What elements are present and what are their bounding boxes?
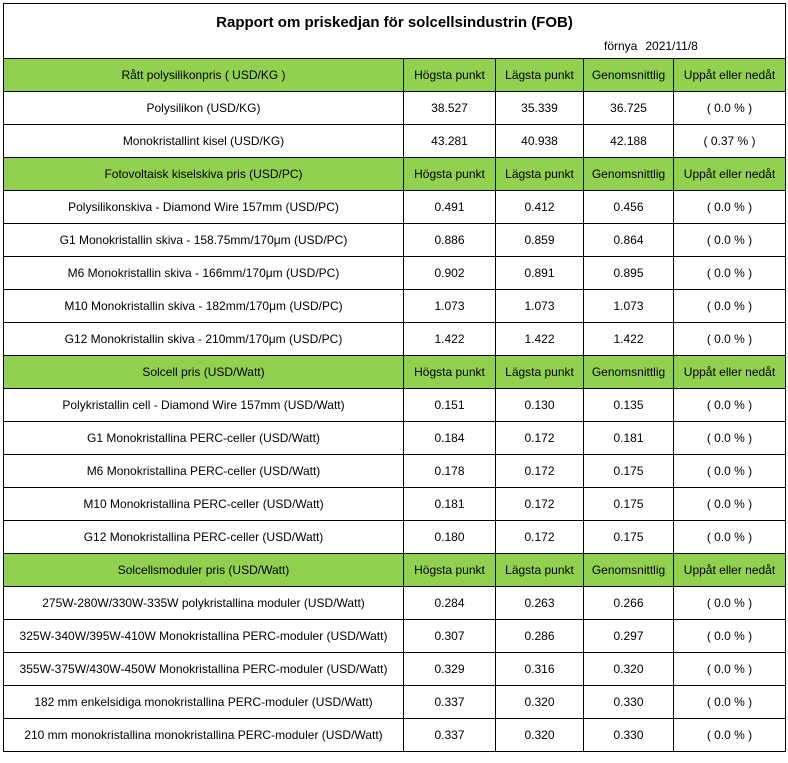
- product-label-cell: G12 Monokristallin skiva - 210mm/170μm (USD/PC): [4, 323, 404, 356]
- high-price-cell: 43.281: [404, 125, 496, 158]
- high-price-cell: 0.491: [404, 191, 496, 224]
- product-label-cell: 275W-280W/330W-335W polykristallina moduler (USD/Watt): [4, 587, 404, 620]
- change-cell: ( 0.0 % ): [674, 620, 786, 653]
- low-price-cell: 0.263: [496, 587, 584, 620]
- column-header-change: Uppåt eller nedåt: [674, 59, 786, 92]
- change-cell: ( 0.0 % ): [674, 521, 786, 554]
- section-header-row: [4, 158, 786, 191]
- high-price-cell: 0.886: [404, 224, 496, 257]
- avg-price-cell: 0.895: [584, 257, 674, 290]
- table-row: [4, 686, 786, 719]
- table-row: [4, 290, 786, 323]
- high-price-cell: 0.307: [404, 620, 496, 653]
- low-price-cell: 40.938: [496, 125, 584, 158]
- table-row: [4, 455, 786, 488]
- product-label-cell: Polysilikon (USD/KG): [4, 92, 404, 125]
- product-label-cell: M6 Monokristallin skiva - 166mm/170μm (USD/PC): [4, 257, 404, 290]
- avg-price-cell: 0.330: [584, 686, 674, 719]
- section-title: Solcellsmoduler pris (USD/Watt): [4, 554, 404, 587]
- column-header-low: Lägsta punkt: [496, 59, 584, 92]
- change-cell: ( 0.0 % ): [674, 290, 786, 323]
- section-header-row: [4, 59, 786, 92]
- update-date: 2021/11/8: [645, 39, 698, 53]
- low-price-cell: 0.412: [496, 191, 584, 224]
- section-title: Solcell pris (USD/Watt): [4, 356, 404, 389]
- table-row: [4, 521, 786, 554]
- report-title: Rapport om priskedjan för solcellsindustrin (FOB): [216, 14, 573, 31]
- column-header-change: Uppåt eller nedåt: [674, 356, 786, 389]
- high-price-cell: 0.151: [404, 389, 496, 422]
- product-label-cell: M10 Monokristallina PERC-celler (USD/Watt): [4, 488, 404, 521]
- high-price-cell: 0.178: [404, 455, 496, 488]
- change-cell: ( 0.0 % ): [674, 389, 786, 422]
- column-header-avg: Genomsnittlig: [584, 59, 674, 92]
- avg-price-cell: 0.320: [584, 653, 674, 686]
- table-row: [4, 257, 786, 290]
- column-header-high: Högsta punkt: [404, 554, 496, 587]
- low-price-cell: 0.316: [496, 653, 584, 686]
- column-header-high: Högsta punkt: [404, 356, 496, 389]
- product-label-cell: 210 mm monokristallina monokristallina PERC-moduler (USD/Watt): [4, 719, 404, 752]
- low-price-cell: 0.320: [496, 686, 584, 719]
- column-header-change: Uppåt eller nedåt: [674, 158, 786, 191]
- avg-price-cell: 1.073: [584, 290, 674, 323]
- change-cell: ( 0.37 % ): [674, 125, 786, 158]
- title-row: [4, 4, 786, 59]
- table-row: [4, 389, 786, 422]
- product-label-cell: M6 Monokristallina PERC-celler (USD/Watt): [4, 455, 404, 488]
- column-header-avg: Genomsnittlig: [584, 554, 674, 587]
- low-price-cell: 0.859: [496, 224, 584, 257]
- column-header-low: Lägsta punkt: [496, 158, 584, 191]
- table-row: [4, 191, 786, 224]
- product-label-cell: M10 Monokristallin skiva - 182mm/170μm (USD/PC): [4, 290, 404, 323]
- avg-price-cell: 0.135: [584, 389, 674, 422]
- column-header-avg: Genomsnittlig: [584, 158, 674, 191]
- low-price-cell: 0.172: [496, 455, 584, 488]
- update-line: [604, 39, 698, 53]
- avg-price-cell: 0.864: [584, 224, 674, 257]
- change-cell: ( 0.0 % ): [674, 686, 786, 719]
- column-header-low: Lägsta punkt: [496, 554, 584, 587]
- high-price-cell: 0.181: [404, 488, 496, 521]
- change-cell: ( 0.0 % ): [674, 719, 786, 752]
- change-cell: ( 0.0 % ): [674, 191, 786, 224]
- avg-price-cell: 0.175: [584, 521, 674, 554]
- table-row: [4, 488, 786, 521]
- product-label-cell: 182 mm enkelsidiga monokristallina PERC-moduler (USD/Watt): [4, 686, 404, 719]
- change-cell: ( 0.0 % ): [674, 422, 786, 455]
- table-row: [4, 92, 786, 125]
- change-cell: ( 0.0 % ): [674, 488, 786, 521]
- table-row: [4, 719, 786, 752]
- column-header-low: Lägsta punkt: [496, 356, 584, 389]
- column-header-change: Uppåt eller nedåt: [674, 554, 786, 587]
- change-cell: ( 0.0 % ): [674, 455, 786, 488]
- price-report-table: [3, 3, 786, 752]
- low-price-cell: 0.320: [496, 719, 584, 752]
- low-price-cell: 0.130: [496, 389, 584, 422]
- section-header-row: [4, 554, 786, 587]
- change-cell: ( 0.0 % ): [674, 323, 786, 356]
- table-row: [4, 653, 786, 686]
- section-title: Fotovoltaisk kiselskiva pris (USD/PC): [4, 158, 404, 191]
- product-label-cell: G12 Monokristallina PERC-celler (USD/Watt): [4, 521, 404, 554]
- low-price-cell: 0.891: [496, 257, 584, 290]
- low-price-cell: 0.286: [496, 620, 584, 653]
- product-label-cell: 325W-340W/395W-410W Monokristallina PERC-moduler (USD/Watt): [4, 620, 404, 653]
- table-row: [4, 620, 786, 653]
- high-price-cell: 38.527: [404, 92, 496, 125]
- low-price-cell: 1.073: [496, 290, 584, 323]
- table-row: [4, 323, 786, 356]
- high-price-cell: 0.337: [404, 719, 496, 752]
- change-cell: ( 0.0 % ): [674, 653, 786, 686]
- product-label-cell: 355W-375W/430W-450W Monokristallina PERC-moduler (USD/Watt): [4, 653, 404, 686]
- avg-price-cell: 0.181: [584, 422, 674, 455]
- avg-price-cell: 0.330: [584, 719, 674, 752]
- product-label-cell: G1 Monokristallina PERC-celler (USD/Watt): [4, 422, 404, 455]
- product-label-cell: G1 Monokristallin skiva - 158.75mm/170μm (USD/PC): [4, 224, 404, 257]
- high-price-cell: 0.902: [404, 257, 496, 290]
- change-cell: ( 0.0 % ): [674, 92, 786, 125]
- avg-price-cell: 36.725: [584, 92, 674, 125]
- product-label-cell: Monokristallint kisel (USD/KG): [4, 125, 404, 158]
- update-label: förnya: [604, 39, 638, 53]
- avg-price-cell: 42.188: [584, 125, 674, 158]
- column-header-high: Högsta punkt: [404, 59, 496, 92]
- low-price-cell: 1.422: [496, 323, 584, 356]
- high-price-cell: 0.284: [404, 587, 496, 620]
- low-price-cell: 0.172: [496, 488, 584, 521]
- title-cell: [4, 4, 786, 59]
- table-row: [4, 125, 786, 158]
- product-label-cell: Polysilikonskiva - Diamond Wire 157mm (USD/PC): [4, 191, 404, 224]
- high-price-cell: 0.329: [404, 653, 496, 686]
- table-row: [4, 422, 786, 455]
- product-label-cell: Polykristallin cell - Diamond Wire 157mm (USD/Watt): [4, 389, 404, 422]
- avg-price-cell: 1.422: [584, 323, 674, 356]
- report-container: [3, 3, 786, 752]
- high-price-cell: 1.073: [404, 290, 496, 323]
- change-cell: ( 0.0 % ): [674, 257, 786, 290]
- high-price-cell: 1.422: [404, 323, 496, 356]
- avg-price-cell: 0.297: [584, 620, 674, 653]
- low-price-cell: 35.339: [496, 92, 584, 125]
- avg-price-cell: 0.266: [584, 587, 674, 620]
- avg-price-cell: 0.175: [584, 455, 674, 488]
- high-price-cell: 0.184: [404, 422, 496, 455]
- table-row: [4, 587, 786, 620]
- section-title: Rått polysilikonpris ( USD/KG ): [4, 59, 404, 92]
- column-header-avg: Genomsnittlig: [584, 356, 674, 389]
- high-price-cell: 0.180: [404, 521, 496, 554]
- change-cell: ( 0.0 % ): [674, 224, 786, 257]
- avg-price-cell: 0.456: [584, 191, 674, 224]
- table-row: [4, 224, 786, 257]
- high-price-cell: 0.337: [404, 686, 496, 719]
- low-price-cell: 0.172: [496, 521, 584, 554]
- change-cell: ( 0.0 % ): [674, 587, 786, 620]
- low-price-cell: 0.172: [496, 422, 584, 455]
- avg-price-cell: 0.175: [584, 488, 674, 521]
- section-header-row: [4, 356, 786, 389]
- column-header-high: Högsta punkt: [404, 158, 496, 191]
